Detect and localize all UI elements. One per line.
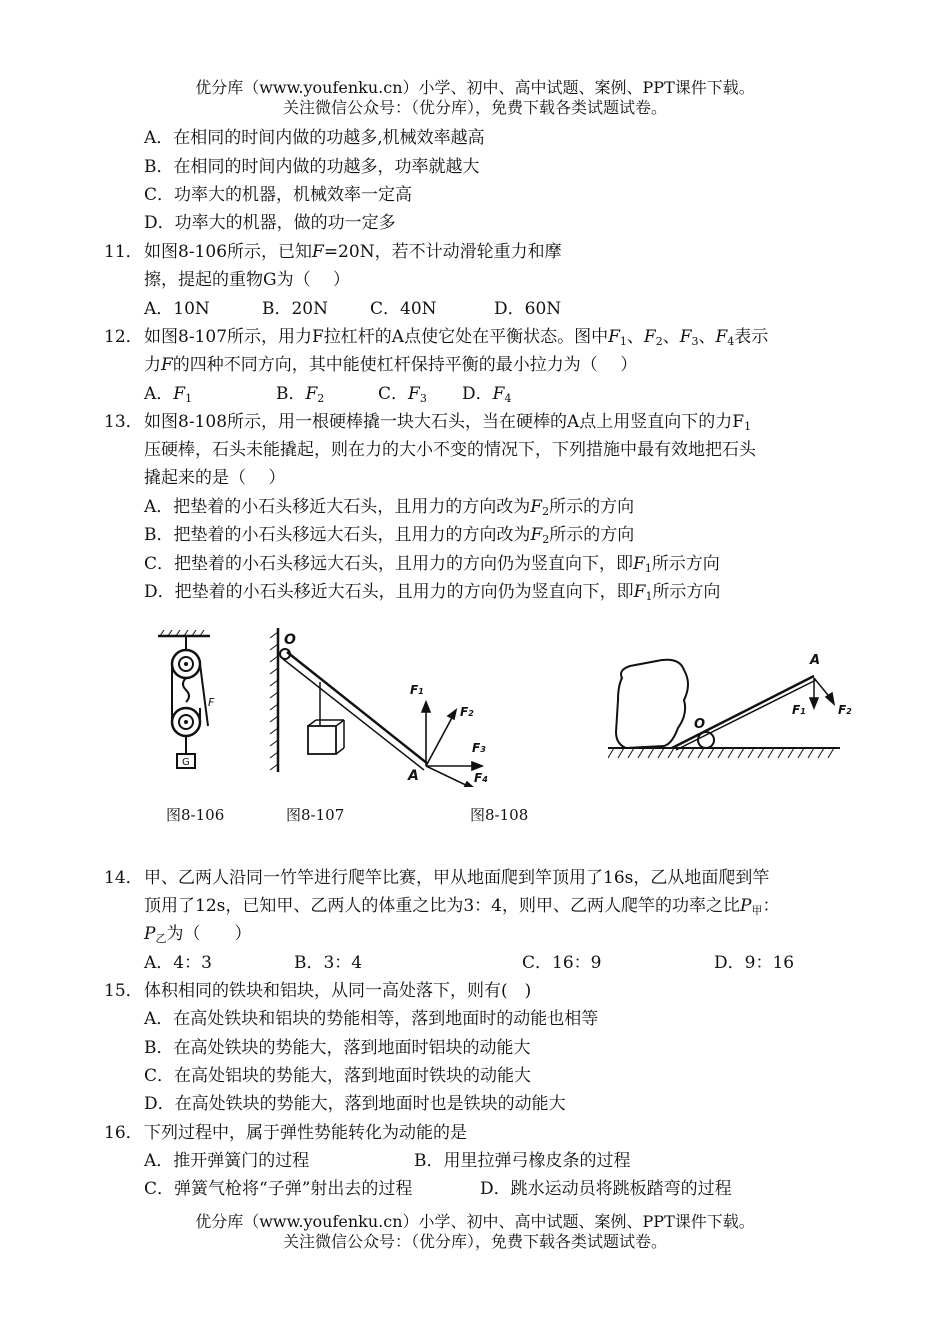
q16-number: 16．	[104, 1123, 143, 1143]
figure-8-107-lever	[262, 622, 510, 787]
q10-option-d: D．功率大的机器，做的功一定多	[144, 213, 396, 233]
f106-label-G: G	[182, 757, 190, 768]
q12-option-c: C．$F_3$	[378, 384, 427, 405]
q12-stem-line-2: 力F的四种不同方向，其中能使杠杆保持平衡的最小拉力为（ ）	[144, 355, 638, 375]
q14-option-c: C．16：9	[522, 953, 602, 973]
header-line-2: 关注微信公众号：（优分库），免费下载各类试题试卷。	[282, 98, 667, 117]
q11-option-d: D．60N	[494, 299, 562, 319]
f108-label-F1: F1	[792, 703, 806, 717]
q13-stem-line-2: 压硬棒，石头未能撬起，则在力的大小不变的情况下，下列措施中最有效地把石头	[144, 440, 756, 460]
q13-option-a: A．把垫着的小石头移近大石头，且用力的方向改为$F_2$所示的方向	[144, 497, 635, 518]
figure-8-106-pulley	[150, 630, 230, 778]
q11-number: 11．	[104, 242, 143, 262]
q16-option-b: B．用里拉弹弓橡皮条的过程	[414, 1151, 631, 1171]
q16-option-a: A．推开弹簧门的过程	[144, 1151, 310, 1171]
q15-number: 15．	[104, 981, 143, 1001]
q15-option-d: D．在高处铁块的势能大，落到地面时也是铁块的动能大	[144, 1094, 566, 1114]
f107-label-A: A	[408, 768, 419, 784]
caption-8-108: 图8-108	[470, 806, 529, 824]
q14-option-a: A．4：3	[144, 953, 212, 973]
q12-option-d: D．$F_4$	[462, 384, 512, 405]
q11-option-c: C．40N	[370, 299, 437, 319]
caption-8-107: 图8-107	[286, 806, 345, 824]
q16-option-d: D．跳水运动员将跳板踏弯的过程	[480, 1179, 732, 1199]
q14-stem-line-1: 甲、乙两人沿同一竹竿进行爬竿比赛，甲从地面爬到竿顶用了16s，乙从地面爬到竿	[144, 868, 770, 888]
q16-option-c: C．弹簧气枪将“子弹”射出去的过程	[144, 1179, 413, 1199]
q11-stem-line-2: 擦，提起的重物G为（ ）	[144, 270, 350, 290]
q13-stem-line-1: 如图8-108所示，用一根硬棒撬一块大石头，当在硬棒的A点上用竖直向下的力$F_1$	[144, 412, 752, 433]
q10-option-b: B．在相同的时间内做的功越多，功率就越大	[144, 157, 480, 177]
f107-label-O: O	[284, 632, 296, 648]
q15-option-a: A．在高处铁块和铝块的势能相等，落到地面时的动能也相等	[144, 1009, 599, 1029]
footer-line-1: 优分库（www.youfenku.cn）小学、初中、高中试题、案例、PPT课件下载。	[195, 1212, 755, 1231]
q10-option-a: A．在相同的时间内做的功越多,机械效率越高	[144, 128, 485, 148]
q12-option-b: B．$F_2$	[276, 384, 325, 405]
f108-label-F2: F2	[838, 703, 852, 717]
q13-stem-line-3: 撬起来的是（ ）	[144, 468, 286, 488]
q15-stem: 体积相同的铁块和铝块，从同一高处落下，则有( )	[144, 981, 532, 1001]
f107-label-F4: F4	[474, 771, 488, 785]
figure-8-108-crowbar	[608, 650, 856, 778]
q13-number: 13．	[104, 412, 143, 432]
q16-stem: 下列过程中，属于弹性势能转化为动能的是	[144, 1123, 467, 1143]
f107-label-F1: F1	[410, 683, 424, 697]
f107-label-F3: F3	[472, 741, 486, 755]
q12-number: 12．	[104, 327, 143, 347]
q11-option-b: B．20N	[262, 299, 328, 319]
q14-stem-line-2: 顶用了12s，已知甲、乙两人的体重之比为3：4，则甲、乙两人爬竿的功率之比$P_甲$：	[144, 896, 780, 917]
q15-option-c: C．在高处铝块的势能大，落到地面时铁块的动能大	[144, 1066, 532, 1086]
q12-option-a: A．$F_1$	[144, 384, 193, 405]
q13-option-b: B．把垫着的小石头移远大石头，且用力的方向改为$F_2$所示的方向	[144, 525, 635, 546]
q12-stem-line-1: 如图8-107所示，用力F拉杠杆的A点使它处在平衡状态。图中$F_1$、$F_2$、$F_3$、$F_4$表示	[144, 327, 769, 348]
header-line-1: 优分库（www.youfenku.cn）小学、初中、高中试题、案例、PPT课件下载。	[195, 78, 755, 97]
q14-option-b: B．3：4	[294, 953, 363, 973]
q15-option-b: B．在高处铁块的势能大，落到地面时铝块的动能大	[144, 1038, 531, 1058]
q10-option-c: C．功率大的机器，机械效率一定高	[144, 185, 413, 205]
q13-option-c: C．把垫着的小石头移远大石头，且用力的方向仍为竖直向下，即$F_1$所示方向	[144, 554, 720, 575]
f108-label-O: O	[694, 717, 706, 732]
f108-label-A: A	[810, 653, 821, 668]
q11-stem-line-1: 如图8-106所示，已知F=20N，若不计动滑轮重力和摩	[144, 242, 562, 262]
f106-label-F: F	[208, 696, 215, 709]
f107-label-F2: F2	[460, 705, 474, 719]
q14-number: 14．	[104, 868, 143, 888]
footer-line-2: 关注微信公众号：（优分库），免费下载各类试题试卷。	[282, 1232, 667, 1251]
q14-stem-line-3: $P_乙$为（ ）	[144, 924, 252, 945]
q14-option-d: D．9：16	[714, 953, 795, 973]
q13-option-d: D．把垫着的小石头移近大石头，且用力的方向仍为竖直向下，即$F_1$所示方向	[144, 582, 721, 603]
q11-option-a: A．10N	[144, 299, 210, 319]
caption-8-106: 图8-106	[166, 806, 225, 824]
